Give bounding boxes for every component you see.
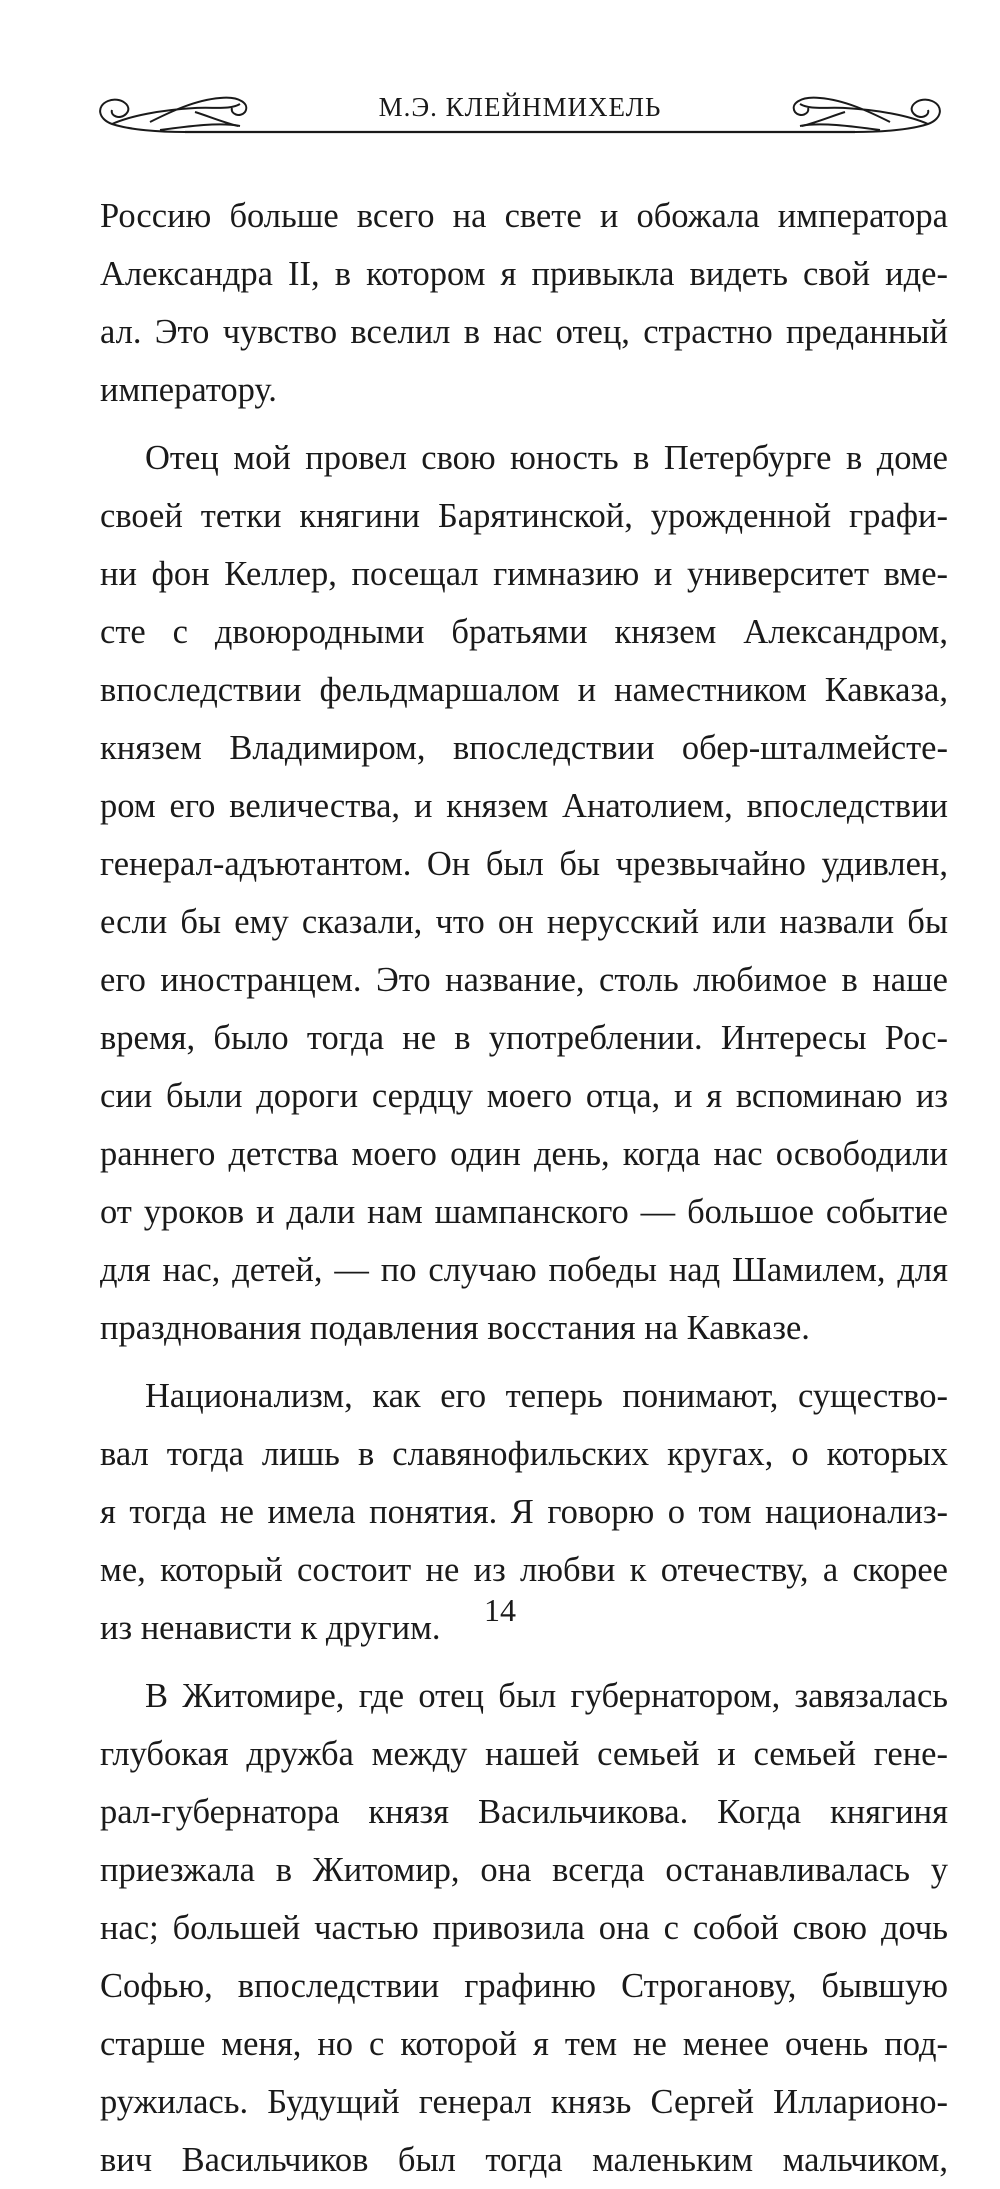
running-header	[90, 82, 950, 152]
body-text	[100, 187, 948, 2189]
text-line: сте с двоюродными братьями князем Александром,	[100, 613, 948, 651]
text-line: князем Владимиром, впоследствии обер-шталмейсте-	[100, 729, 948, 767]
text-line: Александра II, в котором я привыкла видеть свой иде-	[100, 255, 948, 293]
text-line: из ненависти к другим.	[100, 1609, 441, 1647]
text-line: его иностранцем. Это название, столь любимое в наше	[100, 961, 948, 999]
paragraph-first-line: В Житомире, где отец был губернатором, завязалась	[145, 1677, 948, 1715]
text-line: ал. Это чувство вселил в нас отец, страстно преданный	[100, 313, 948, 351]
text-line: своей тетки княгини Барятинской, урожденной графи-	[100, 497, 948, 535]
text-line: если бы ему сказали, что он нерусский или назвали бы	[100, 903, 948, 941]
text-line: сии были дороги сердцу моего отца, и я вспоминаю из	[100, 1077, 948, 1115]
text-line: вал тогда лишь в славянофильских кругах, о которых	[100, 1435, 948, 1473]
text-line: ром его величества, и князем Анатолием, впоследствии	[100, 787, 948, 825]
text-line: глубокая дружба между нашей семьей и семьей гене-	[100, 1735, 948, 1773]
text-line: время, было тогда не в употреблении. Интересы Рос-	[100, 1019, 948, 1057]
running-title: М.Э. КЛЕЙНМИХЕЛЬ	[378, 92, 662, 122]
text-line: старше меня, но с которой я тем не менее очень под-	[100, 2025, 948, 2063]
text-line: для нас, детей, — по случаю победы над Шамилем, для	[100, 1251, 948, 1289]
text-line: ме, который состоит не из любви к отечеству, а скорее	[100, 1551, 948, 1589]
text-line: рал-губернатора князя Васильчикова. Когда княгиня	[100, 1793, 948, 1831]
text-line: императору.	[100, 371, 277, 409]
text-line: ружилась. Будущий генерал князь Сергей Илларионо-	[100, 2083, 948, 2121]
text-line: впоследствии фельдмаршалом и наместником Кавказа,	[100, 671, 948, 709]
text-line: я тогда не имела понятия. Я говорю о том национализ-	[100, 1493, 948, 1531]
text-line: нас; большей частью привозила она с собой свою дочь	[100, 1909, 948, 1947]
text-line: празднования подавления восстания на Кавказе.	[100, 1309, 810, 1347]
text-line: вич Васильчиков был тогда маленьким мальчиком,	[100, 2141, 948, 2179]
text-line: приезжала в Житомир, она всегда останавливалась у	[100, 1851, 948, 1889]
text-line: Россию больше всего на свете и обожала императора	[100, 197, 948, 235]
paragraph-first-line: Национализм, как его теперь понимают, существо-	[145, 1377, 948, 1415]
paragraph-first-line: Отец мой провел свою юность в Петербурге в доме	[145, 439, 948, 477]
page-number: 14	[484, 1592, 516, 1628]
text-line: ни фон Келлер, посещал гимназию и университет вме-	[100, 555, 948, 593]
text-line: Софью, впоследствии графиню Строганову, бывшую	[100, 1967, 948, 2005]
text-line: генерал-адъютантом. Он был бы чрезвычайно удивлен,	[100, 845, 948, 883]
text-line: раннего детства моего один день, когда нас освободили	[100, 1135, 948, 1173]
text-line: от уроков и дали нам шампанского — большое событие	[100, 1193, 948, 1231]
